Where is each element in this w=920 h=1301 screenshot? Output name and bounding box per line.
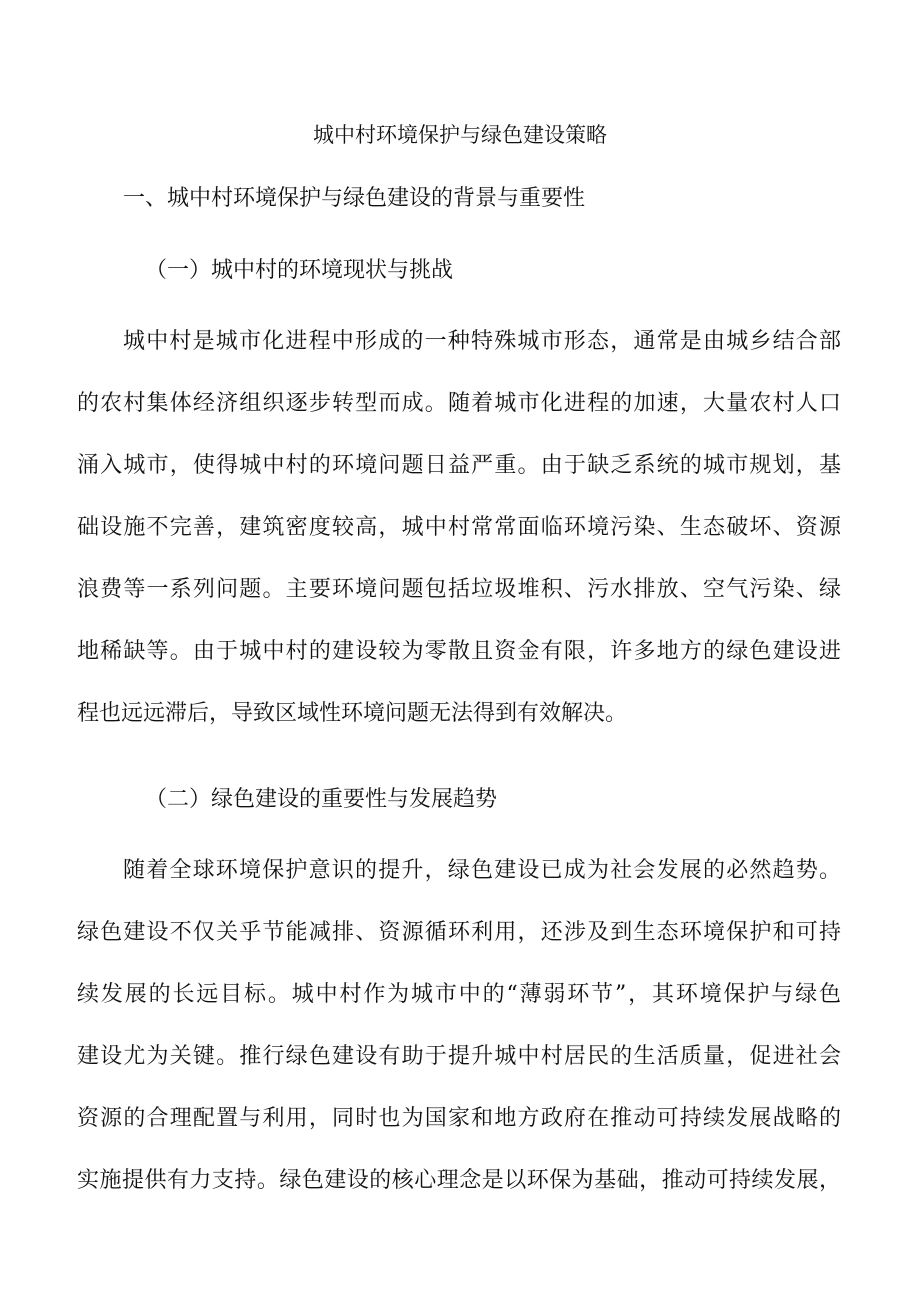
paragraph-green-construction xyxy=(77,851,841,1223)
subsection-heading-2: （二）绿色建设的重要性与发展趋势 xyxy=(145,787,498,812)
paragraph-line: 浪费等一系列问题。主要环境问题包括垃圾堆积、污水排放、空气污染、绿 xyxy=(77,577,841,602)
paragraph-line: 绿色建设不仅关乎节能减排、资源循环利用，还涉及到生态环境保护和可持 xyxy=(77,920,841,945)
subsection-heading-1: （一）城中村的环境现状与挑战 xyxy=(145,258,454,283)
paragraph-line: 建设尤为关键。推行绿色建设有助于提升城中村居民的生活质量，促进社会 xyxy=(77,1044,841,1069)
paragraph-line: 随着全球环境保护意识的提升，绿色建设已成为社会发展的必然趋势。 xyxy=(123,858,841,883)
section-heading-1: 一、城中村环境保护与绿色建设的背景与重要性 xyxy=(123,186,586,211)
document-title: 城中村环境保护与绿色建设策略 xyxy=(313,123,607,147)
paragraph-line: 础设施不完善，建筑密度较高，城中村常常面临环境污染、生态破坏、资源 xyxy=(77,515,841,540)
paragraph-line: 续发展的长远目标。城中村作为城市中的“薄弱环节”，其环境保护与绿色 xyxy=(77,982,841,1007)
paragraph-line: 城中村是城市化进程中形成的一种特殊城市形态，通常是由城乡结合部 xyxy=(123,329,841,354)
paragraph-environment-status xyxy=(77,322,841,756)
paragraph-line: 的农村集体经济组织逐步转型而成。随着城市化进程的加速，大量农村人口 xyxy=(77,391,841,416)
paragraph-line: 涌入城市，使得城中村的环境问题日益严重。由于缺乏系统的城市规划，基 xyxy=(77,453,841,478)
paragraph-line: 程也远远滞后，导致区域性环境问题无法得到有效解决。 xyxy=(77,701,628,726)
paragraph-line: 地稀缺等。由于城中村的建设较为零散且资金有限，许多地方的绿色建设进 xyxy=(77,639,841,664)
paragraph-line: 实施提供有力支持。绿色建设的核心理念是以环保为基础，推动可持续发展， xyxy=(77,1168,841,1193)
paragraph-line: 资源的合理配置与利用，同时也为国家和地方政府在推动可持续发展战略的 xyxy=(77,1106,841,1131)
